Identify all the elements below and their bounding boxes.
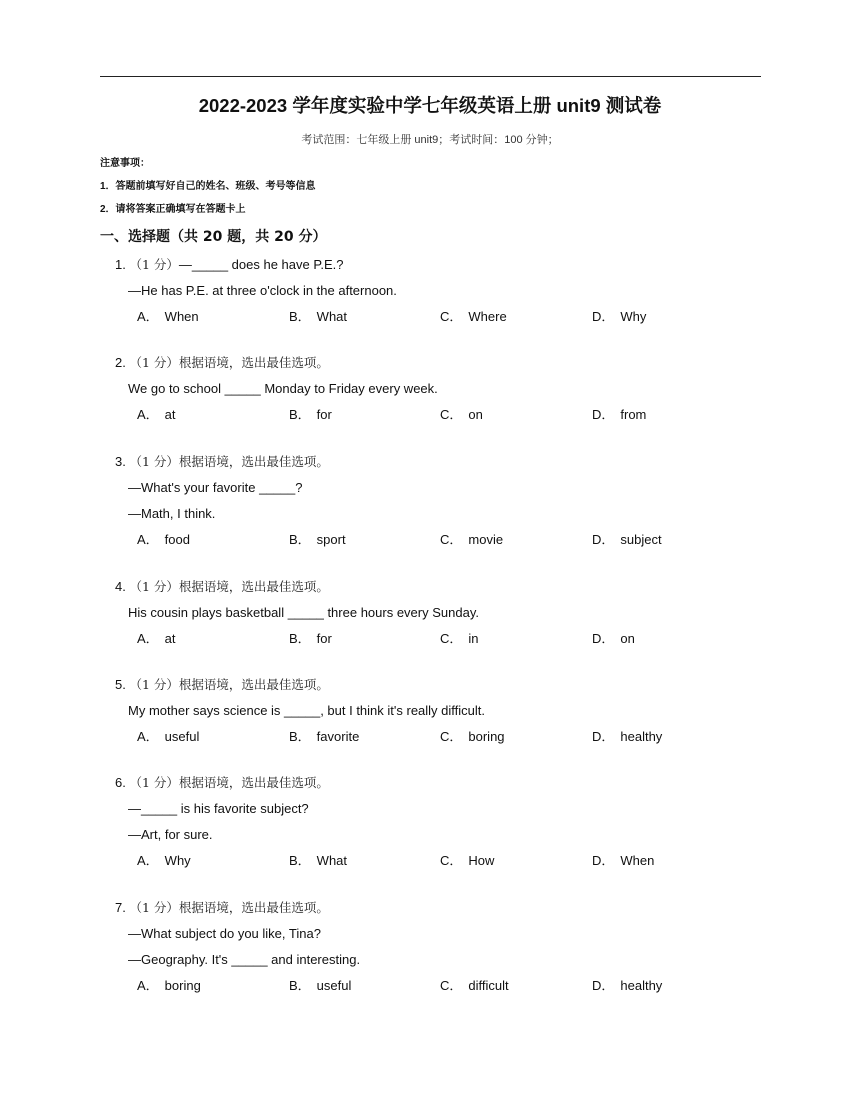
question-3 bbox=[115, 449, 735, 552]
option-b[interactable]: B． favorite bbox=[289, 729, 360, 744]
question-number: 5. bbox=[115, 677, 126, 692]
question-number: 6. bbox=[115, 775, 126, 790]
option-d[interactable]: D． on bbox=[592, 631, 635, 646]
notes-heading: 注意事项： bbox=[100, 158, 150, 169]
exam-info: 考试范围：七年级上册 unit9；考试时间：100 分钟； bbox=[301, 134, 559, 146]
option-d[interactable]: D． Why bbox=[592, 309, 647, 324]
question-line: My mother says science is _____, but I think it's really difficult. bbox=[128, 703, 486, 718]
option-a[interactable]: A． boring bbox=[137, 978, 201, 993]
question-1 bbox=[115, 252, 735, 329]
question-header bbox=[115, 252, 735, 278]
option-c[interactable]: C． movie bbox=[440, 532, 504, 547]
option-b[interactable]: B． sport bbox=[289, 532, 346, 547]
question-points: （1 分） bbox=[129, 900, 179, 915]
question-header bbox=[115, 574, 735, 600]
option-a[interactable]: A． Why bbox=[137, 853, 191, 868]
question-points: （1 分） bbox=[129, 454, 179, 469]
question-instruction: 根据语境，选出最佳选项。 bbox=[178, 355, 329, 370]
option-c[interactable]: C． Where bbox=[440, 309, 507, 324]
question-2 bbox=[115, 350, 735, 427]
option-c[interactable]: C． How bbox=[440, 853, 495, 868]
options-row bbox=[115, 626, 735, 651]
question-number: 3. bbox=[115, 454, 126, 469]
option-b[interactable]: B． useful bbox=[289, 978, 352, 993]
option-d[interactable]: D． subject bbox=[592, 532, 662, 547]
question-points: （1 分） bbox=[129, 677, 179, 692]
option-d[interactable]: D． from bbox=[592, 407, 647, 422]
question-points: （1 分） bbox=[129, 257, 179, 272]
options-row bbox=[115, 402, 735, 427]
question-line: —Geography. It's _____ and interesting. bbox=[128, 952, 361, 967]
question-header bbox=[115, 672, 735, 698]
question-number: 2. bbox=[115, 355, 126, 370]
header-rule bbox=[100, 76, 761, 77]
question-points: （1 分） bbox=[129, 775, 179, 790]
option-d[interactable]: D． When bbox=[592, 853, 655, 868]
options-row bbox=[115, 848, 735, 873]
option-b[interactable]: B． for bbox=[289, 407, 332, 422]
option-a[interactable]: A． When bbox=[137, 309, 199, 324]
option-c[interactable]: C． on bbox=[440, 407, 483, 422]
question-line: —What subject do you like, Tina? bbox=[128, 926, 321, 941]
option-c[interactable]: C． difficult bbox=[440, 978, 509, 993]
question-number: 7. bbox=[115, 900, 126, 915]
question-header bbox=[115, 895, 735, 921]
option-a[interactable]: A． useful bbox=[137, 729, 200, 744]
option-b[interactable]: B． for bbox=[289, 631, 332, 646]
question-5 bbox=[115, 672, 735, 749]
question-stem-inline: —_____ does he have P.E.? bbox=[178, 257, 344, 272]
option-c[interactable]: C． boring bbox=[440, 729, 505, 744]
question-header bbox=[115, 449, 735, 475]
option-d[interactable]: D． healthy bbox=[592, 978, 663, 993]
option-b[interactable]: B． What bbox=[289, 853, 348, 868]
options-row bbox=[115, 724, 735, 749]
question-line: We go to school _____ Monday to Friday every week. bbox=[128, 381, 438, 396]
note-item-2: 2．请将答案正确填写在答题卡上 bbox=[100, 204, 246, 215]
question-7 bbox=[115, 895, 735, 998]
question-header bbox=[115, 350, 735, 376]
question-number: 4. bbox=[115, 579, 126, 594]
option-a[interactable]: A． food bbox=[137, 532, 190, 547]
question-line: —What's your favorite _____? bbox=[128, 480, 303, 495]
option-a[interactable]: A． at bbox=[137, 407, 176, 422]
question-header bbox=[115, 770, 735, 796]
options-row bbox=[115, 527, 735, 552]
option-b[interactable]: B． What bbox=[289, 309, 348, 324]
question-instruction: 根据语境，选出最佳选项。 bbox=[178, 775, 329, 790]
question-number: 1. bbox=[115, 257, 126, 272]
question-line: —Art, for sure. bbox=[128, 827, 213, 842]
question-4 bbox=[115, 574, 735, 651]
question-instruction: 根据语境，选出最佳选项。 bbox=[178, 454, 329, 469]
page-title: 2022-2023 学年度实验中学七年级英语上册 unit9 测试卷 bbox=[198, 95, 662, 116]
note-item-1: 1．答题前填写好自己的姓名、班级、考号等信息 bbox=[100, 181, 316, 192]
question-line: —Math, I think. bbox=[128, 506, 216, 521]
question-points: （1 分） bbox=[129, 579, 179, 594]
question-instruction: 根据语境，选出最佳选项。 bbox=[178, 677, 329, 692]
question-instruction: 根据语境，选出最佳选项。 bbox=[178, 900, 329, 915]
question-points: （1 分） bbox=[129, 355, 179, 370]
question-6 bbox=[115, 770, 735, 873]
section-heading: 一、选择题（共 20 题，共 20 分） bbox=[100, 229, 327, 245]
question-line: —_____ is his favorite subject? bbox=[128, 801, 309, 816]
question-line: His cousin plays basketball _____ three hours every Sunday. bbox=[128, 605, 479, 620]
options-row bbox=[115, 304, 735, 329]
question-line: —He has P.E. at three o'clock in the afternoon. bbox=[128, 283, 397, 298]
options-row bbox=[115, 973, 735, 998]
option-d[interactable]: D． healthy bbox=[592, 729, 663, 744]
option-a[interactable]: A． at bbox=[137, 631, 176, 646]
question-instruction: 根据语境，选出最佳选项。 bbox=[178, 579, 329, 594]
option-c[interactable]: C． in bbox=[440, 631, 479, 646]
